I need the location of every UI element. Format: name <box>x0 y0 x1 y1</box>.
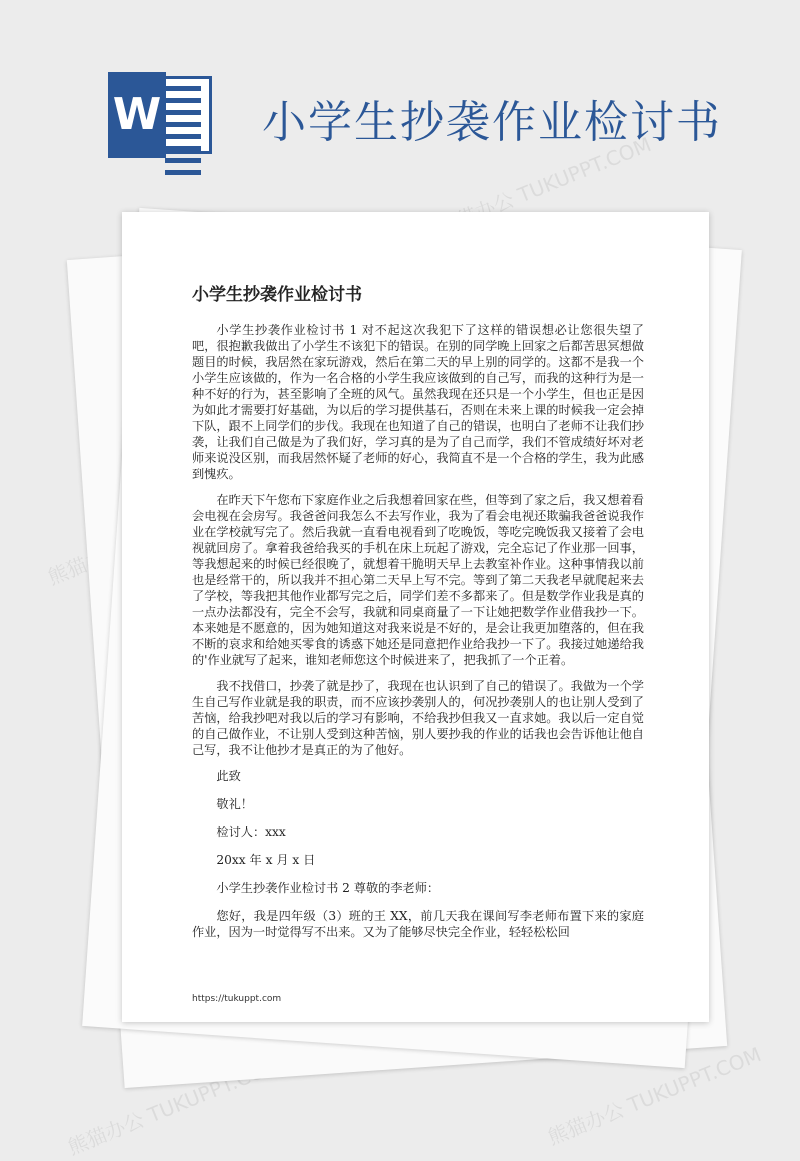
closing-salutation: 此致 <box>216 769 241 783</box>
document-title: 小学生抄袭作业检讨书 <box>192 285 362 305</box>
paragraph: 小学生抄袭作业检讨书 2 尊敬的李老师： <box>216 881 440 895</box>
paragraph: 在昨天下午您布下家庭作业之后我想着回家在些，但等到了家之后，我又想着看会电视在会房写。我爸爸问我怎么不去写作业，我为了看会电视还欺骗我爸爸说我作业在学校就写完了。然后我就一直看电视看到了吃晚饭，等吃完晚饭我又接着了会电视就回房了。拿着我爸给我买的手机在床上玩起了游戏，完全忘记了作业那一回事，等我想起来的时候已经很晚了，就想着干脆明天早上去教室补作业。这种事情我以前也是经常干的，所以我并不担心第二天早上写不完。等到了第二天我老早就爬起来去了学校，等我把其他作业都写完之后，同学们差不多都来了。但是数学作业我是真的一点办法都没有，完全不会写，我就和同桌商量了一下让她把数学作业借我抄一下。本来她是不愿意的，因为她知道这对我来说是不好的，是会让我更加堕落的，但在我不断的哀求和给她买零食的诱惑下她还是同意把作业给我抄一下了。我接过她递给我的'作业就写了起来，谁知老师您这个时候进来了，把我抓了一个正着。 <box>192 493 644 667</box>
date-line: 20xx 年 x 月 x 日 <box>216 853 316 867</box>
banner <box>0 0 800 210</box>
paragraph: 您好，我是四年级（3）班的王 XX，前几天我在课间写李老师布置下来的家庭作业，因为一时觉得写不出来。又为了能够尽快完全作业，轻轻松松回 <box>192 909 644 939</box>
footer-url: https://tukuppt.com <box>192 994 282 1004</box>
paragraph: 我不找借口，抄袭了就是抄了，我现在也认识到了自己的错误了。我做为一个学生自己写作业就是我的职责，而不应该抄袭别人的，何况抄袭别人的也让别人受到了苦恼，给我抄吧对我以后的学习有影响，不给我抄但我又一直求她。我以后一定自觉的自己做作业，不让别人受到这种苦恼，别人要抄我的作业的话我也会告诉他让他自己写，我不让他抄才是真正的为了他好。 <box>192 679 644 757</box>
paragraph: 小学生抄袭作业检讨书 1 对不起这次我犯下了这样的错误想必让您很失望了吧，很抱歉我做出了小学生不该犯下的错误。在别的同学晚上回家之后都苦思冥想做题目的时候，我居然在家玩游戏，然后在第二天的早上别的同学的。这都不是我一个小学生应该做的，作为一名合格的小学生我应该做到的自己写，而我的这种行为是一种不好的行为，甚至影响了全班的风气。虽然我现在还只是一个小学生，但也正是因为如此才需要打好基础，为以后的学习提供基石，否则在未来上课的时候我一定会掉下队，跟不上同学们的步伐。我现在也知道了自己的错误，也明白了老师不让我们抄袭，让我们自己做是为了我们好，学习真的是为了自己而学，我们不管成绩好坏对老师来说没区别，而我居然怀疑了老师的好心，我简直不是一个合格的学生，我为此感到愧疚。 <box>192 323 644 481</box>
closing-regards: 敬礼！ <box>216 797 253 811</box>
word-letter: W <box>108 72 166 158</box>
banner-title: 小学生抄袭作业检讨书 <box>262 97 722 148</box>
word-document-icon <box>108 72 212 158</box>
watermark: 熊猫办公 <box>44 537 128 590</box>
watermark: 熊猫办公 TUKUPPT.COM <box>544 1042 765 1150</box>
document-page <box>122 212 709 1022</box>
document-body <box>192 322 644 950</box>
watermark: 熊猫办公 TUKUPPT.COM <box>434 132 655 240</box>
watermark: 熊猫办公 TUKUPPT.COM <box>64 1052 285 1160</box>
signature-line: 检讨人：xxx <box>216 825 286 839</box>
